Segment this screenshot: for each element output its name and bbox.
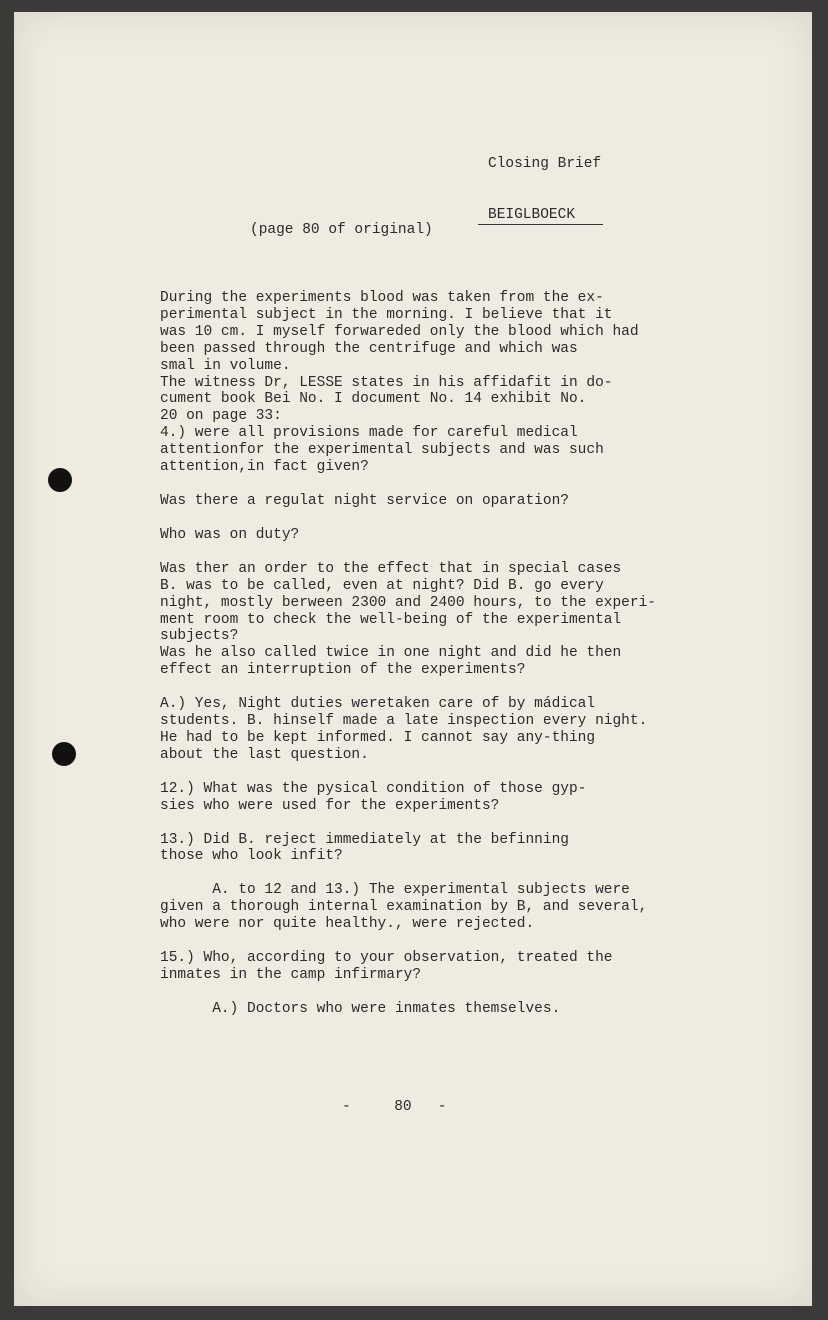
header-name: BEIGLBOECK (478, 207, 603, 225)
document-body (160, 290, 760, 1018)
paragraph-6: 12.) What was the pysical condition of those gyp- sies who were used for the experiments? (160, 780, 587, 814)
paragraph-4: Was ther an order to the effect that in special cases B. was to be called, even at night? Did B. go every night, mostly berween 2300 and 2400 hours, to the experi- ment room to check the well-being of the experimental subjects? Was he also called twice in one night and did he then effect an interruption of the experiments? (160, 560, 656, 679)
paragraph-1: During the experiments blood was taken from the ex- perimental subject in the morning. I believe that it was 10 cm. I myself forwareded only the blood which had been passed through the centrifuge and which was smal in volume. The witness Dr, LESSE states in his affidafit in do- cument book Bei No. I document No. 14 exhibit No. 20 on page 33: 4.) were all provisions made for careful medical attentionfor the experimental subjects and was such attention,in fact given? (160, 290, 639, 476)
page-reference: (page 80 of original) (250, 222, 433, 238)
page-number: - 80 - (342, 1099, 447, 1115)
paragraph-9: 15.) Who, according to your observation, treated the inmates in the camp infirmary? (160, 950, 613, 983)
paragraph-2: Was there a regulat night service on oparation? (160, 492, 569, 509)
paragraph-10: A.) Doctors who were inmates themselves. (160, 1000, 561, 1017)
header-title: Closing Brief (488, 156, 602, 172)
punch-hole-top (48, 468, 72, 492)
paragraph-3: Who was on duty? (160, 526, 300, 543)
paragraph-7: 13.) Did B. reject immediately at the befinning those who look infit? (160, 831, 569, 865)
paragraph-8: A. to 12 and 13.) The experimental subjects were given a thorough internal examination by B, and several, who were nor quite healthy., were rejected. (160, 882, 648, 933)
document-header (488, 122, 603, 259)
paragraph-5: A.) Yes, Night duties weretaken care of by mádical students. B. hinself made a late inspection every night. He had to be kept informed. I cannot say any-thing about the last question. (160, 696, 648, 763)
punch-hole-bottom (52, 742, 76, 766)
document-page (14, 12, 812, 1306)
